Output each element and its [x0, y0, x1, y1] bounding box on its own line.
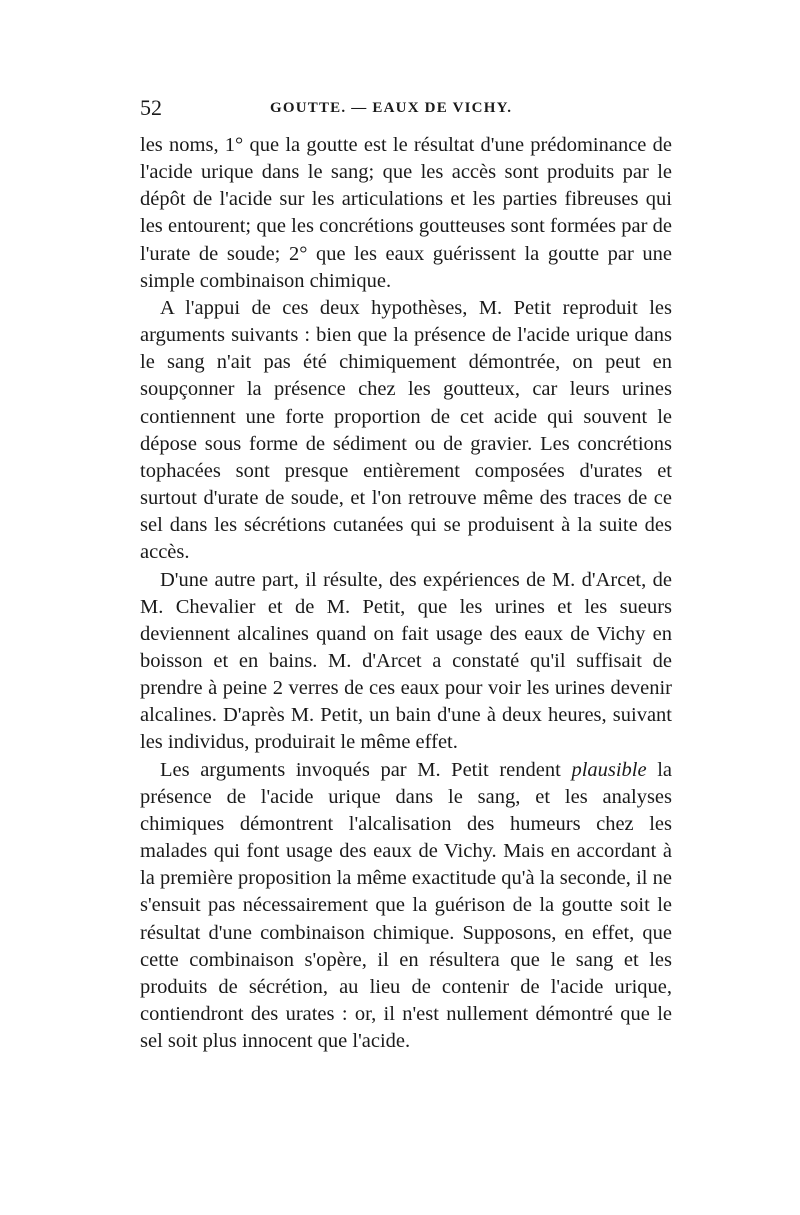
body-text	[140, 132, 672, 1055]
paragraph-text: la présence de l'acide urique dans le sang, et les analyses chimiques démontrent l'alcalisation des humeurs chez les malades qui font usage des eaux de Vichy. Mais en accordant à la première proposition la même exactitude qu'à la seconde, il ne s'ensuit pas nécessairement que la guérison de la goutte soit le résultat d'une combinaison chimique. Supposons, en effet, que cette combinaison s'opère, il en résultera que le sang et les produits de sécrétion, au lieu de contenir de l'acide urique, contiendront des urates : or, il n'est nullement démontré que le sel soit plus innocent que l'acide.	[140, 758, 673, 1053]
page-number: 52	[140, 95, 162, 120]
paragraph: A l'appui de ces deux hypothèses, M. Petit reproduit les arguments suivants : bien que la présence de l'acide urique dans le sang n'ait pas été chimiquement démontrée, on peut en soupçonner la présence chez les goutteux, car leurs urines contiennent une forte proportion de cet acide qui souvent le dépose sous forme de sédiment ou de gravier. Les concrétions tophacées sont presque entièrement composées d'urates et surtout d'urate de soude, et l'on retrouve même des traces de ce sel dans les sécrétions cutanées qui se produisent à la suite des accès.	[140, 296, 672, 564]
paragraph-continued: les noms, 1° que la goutte est le résultat d'une prédominance de l'acide urique dans le sang; que les accès sont produits par le dépôt de l'acide sur les articulations et les parties fibreuses qui les entourent; que les concrétions goutteuses sont formées par de l'urate de soude; 2° que les eaux guérissent la goutte par une simple combinaison chimique.	[140, 134, 672, 292]
running-title: GOUTTE. — EAUX DE VICHY.	[270, 100, 513, 116]
running-head	[140, 93, 670, 123]
paragraph-text: Les arguments invoqués par M. Petit rendent	[160, 758, 572, 781]
paragraph: D'une autre part, il résulte, des expériences de M. d'Arcet, de M. Chevalier et de M. Petit, que les urines et les sueurs deviennent alcalines quand on fait usage des eaux de Vichy en boisson et en bains. M. d'Arcet a constaté qu'il suffisait de prendre à peine 2 verres de ces eaux pour voir les urines devenir alcalines. D'après M. Petit, un bain d'une à deux heures, suivant les individus, produirait le même effet.	[140, 568, 672, 754]
emphasis-text: plausible	[571, 758, 647, 781]
paragraph-final	[140, 757, 672, 1056]
